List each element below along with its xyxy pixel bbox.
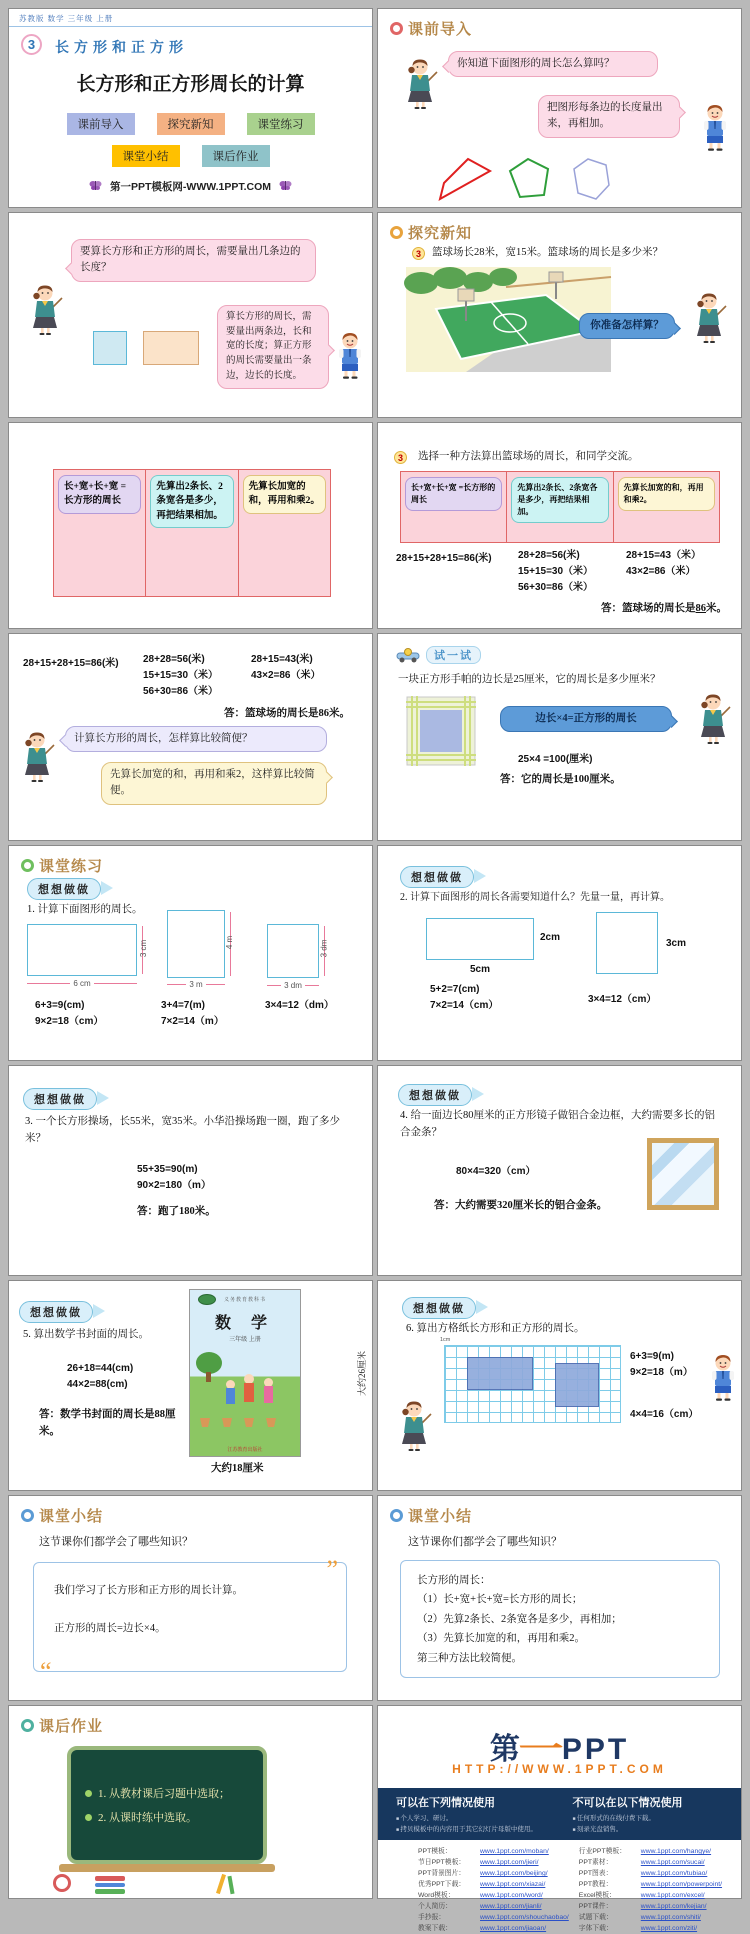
link-label: PPT图表： (578, 1870, 613, 1877)
think-do-pill (27, 878, 101, 900)
link-jianli[interactable]: www.1ppt.com/jianli/ (480, 1903, 542, 1910)
link-label: 教案下载： (418, 1925, 452, 1932)
slide-explore-court (377, 212, 742, 418)
dim-4m: 4 m (225, 935, 235, 950)
student-speech-bubble (538, 95, 680, 138)
calc-figure-1 (35, 998, 103, 1030)
slide-practice-1 (8, 845, 373, 1061)
quote-mark-open: “ (40, 1657, 52, 1686)
dim-label: 6 cm (73, 979, 91, 988)
clock-icon (390, 1509, 403, 1522)
butterfly-icon (89, 180, 102, 194)
answer-text: 答：篮球场的周长是86米。 (224, 708, 350, 719)
link-sucai[interactable]: www.1ppt.com/sucai/ (640, 1859, 705, 1866)
logo-char-yi: 一 (518, 1733, 564, 1766)
summary-line: （1）长+宽+长+宽=长方形的周长； (417, 1594, 583, 1606)
forbidden-usage-column (573, 1794, 724, 1834)
calc-line: 15+15=30（米） (518, 566, 594, 577)
slide-grid (8, 8, 742, 1932)
question-text: 5. 算出数学书封面的周长。 (23, 1329, 149, 1340)
polygon-shapes (438, 157, 638, 207)
think-do-pill (19, 1301, 93, 1323)
link-powerpoint[interactable]: www.1ppt.com/powerpoint/ (640, 1881, 723, 1888)
books-stack (95, 1876, 125, 1894)
forbidden-usage-item: ■ 刻录光盘销售。 (573, 1824, 724, 1835)
grid-square (555, 1363, 599, 1407)
nav-row-2 (9, 145, 372, 167)
calc-line: 43×2=86（米） (251, 670, 321, 681)
dim-3dm-h: 3 dm (319, 939, 329, 958)
slide-site-footer (377, 1705, 742, 1932)
rect-6x3 (27, 924, 137, 976)
calc-line: 90×2=180（m） (137, 1180, 211, 1191)
unit-number-badge: 3 (21, 34, 42, 55)
allowed-usage-item: ■ 拷贝模板中的内容用于其它幻灯片母版中使用。 (396, 1824, 547, 1835)
link-label: PPT教程： (578, 1881, 613, 1888)
grid-paper (444, 1345, 621, 1423)
link-ziti[interactable]: www.1ppt.com/ziti/ (640, 1925, 698, 1932)
student-speech-text: 把图形每条边的长度量出来，再相加。 (547, 102, 663, 130)
calc-line: 3+4=7(m) (161, 1000, 205, 1011)
book-height-label: 大约26厘米 (356, 1350, 367, 1397)
dim-label: 3 m (189, 980, 203, 989)
calc-line: 15+15=30（米） (143, 670, 219, 681)
formula-text: 边长×4=正方形的周长 (535, 713, 637, 724)
calc-method-1: 28+15+28+15=86(米) (23, 658, 119, 669)
link-label: 行业PPT模板： (578, 1848, 626, 1855)
link-beijing[interactable]: www.1ppt.com/beijing/ (480, 1870, 548, 1877)
calc-line: 28+28=56(米) (143, 654, 205, 665)
method-bubble-formula: 长+宽+长+宽 =长方形的周长 (405, 477, 502, 511)
calc-figure-2 (161, 998, 224, 1030)
student-speech-bubble (217, 305, 329, 389)
rect-5x2 (426, 918, 534, 960)
rect-3x4 (167, 910, 225, 978)
section-title: 课前导入 (408, 21, 473, 38)
kid-body (244, 1383, 254, 1402)
section-title: 课堂小结 (39, 1508, 104, 1525)
link-label: 手抄报： (418, 1914, 446, 1921)
book-press: 江苏教育出版社 (227, 1447, 263, 1453)
book-subtitle: 三年级 上册 (229, 1337, 261, 1343)
edition-label: 苏教版 数学 三年级 上册 (19, 14, 114, 23)
teacher-figure (697, 692, 731, 749)
dim-3dm-w (267, 981, 319, 990)
think-do-pill (23, 1088, 97, 1110)
summary-line-1: 我们学习了长方形和正方形的周长计算。 (54, 1585, 243, 1596)
book-logo (198, 1294, 216, 1305)
link-label: 优秀PPT下载： (418, 1881, 466, 1888)
square-3cm (596, 912, 658, 974)
link-excel[interactable]: www.1ppt.com/excel/ (640, 1892, 705, 1899)
student-figure (709, 1353, 737, 1406)
dim-5cm: 5cm (470, 964, 491, 975)
dim-6cm (27, 979, 137, 988)
method-bubble-sum-sides: 先算出2条长、2条宽各是多少，再把结果相加。 (511, 477, 608, 523)
calc-square: 4×4=16（cm） (630, 1409, 699, 1420)
book-title: 数 学 (214, 1315, 275, 1332)
section-header (21, 1715, 103, 1736)
teacher-speech-text: 你知道下面图形的周长怎么算吗？ (457, 58, 615, 69)
dim-2cm: 2cm (540, 932, 561, 943)
slide-question-sides (8, 212, 373, 418)
slide-try-it (377, 633, 742, 841)
nav-chip-explore[interactable]: 探究新知 (157, 113, 225, 135)
calc-method-3 (626, 548, 701, 580)
slide-choose-method (377, 422, 742, 629)
tree-image (196, 1352, 222, 1374)
calc-line: 28+28=56(米) (518, 550, 580, 561)
formula-bubble (500, 706, 672, 732)
teacher-figure (404, 57, 438, 114)
teacher-speech-bubble (71, 239, 316, 282)
calc-line: 43×2=86（米） (626, 566, 696, 577)
link-shiti[interactable]: www.1ppt.com/shiti/ (640, 1914, 701, 1921)
grid-unit-label: 1cm (440, 1337, 451, 1343)
calc-text (67, 1361, 133, 1393)
link-label: 个人简历： (418, 1903, 452, 1910)
question-text: 3. 一个长方形操场，长55米，宽35米。小华沿操场跑一圈，跑了多少米？ (25, 1116, 340, 1144)
pill-label: 想想做做 (38, 884, 90, 896)
question-text: 篮球场长28米，宽15米。篮球场的周长是多少米？ (432, 247, 663, 258)
section-header (390, 222, 472, 243)
butterfly-icon (279, 180, 292, 194)
answer-text (601, 601, 727, 618)
link-label: PPT课件： (578, 1903, 613, 1910)
slide-homework (8, 1705, 373, 1899)
footer-site-label: 第一PPT模板网-WWW.1PPT.COM (110, 181, 271, 193)
summary-line: （3）先算长加宽的和，再用和乘2。 (417, 1633, 585, 1645)
calc-line: 7×2=14（cm） (430, 1000, 499, 1011)
summary-line: 第三种方法比较简便。 (417, 1652, 522, 1664)
calc-rectangle (630, 1349, 693, 1381)
chalkboard (67, 1746, 267, 1864)
answer-number: 86 (695, 603, 706, 614)
answer-text: 答：数学书封面的周长是88厘米。 (39, 1409, 176, 1437)
method-bubble-sum-sides: 先算出2条长、2条宽各是多少，再把结果相加。 (150, 475, 233, 528)
pill-label: 想想做做 (411, 872, 463, 884)
site-url[interactable]: HTTP://WWW.1PPT.COM (452, 1762, 667, 1776)
link-label: PPT模板： (418, 1848, 452, 1855)
pill-label: 想想做做 (30, 1307, 82, 1319)
methods-panel (400, 471, 720, 543)
calc-method-3 (251, 652, 321, 684)
calc-line: 55+35=90(m) (137, 1164, 198, 1175)
allowed-usage-title: 可以在下列情况使用 (396, 1797, 495, 1809)
grid-rectangle (467, 1357, 533, 1390)
calc-figure-2: 3×4=12（cm） (588, 994, 657, 1005)
calc-method-2 (518, 548, 593, 596)
method-column-3 (239, 470, 330, 596)
slide-practice-4 (377, 1065, 742, 1276)
link-shouchaobao[interactable]: www.1ppt.com/shouchaobao/ (480, 1914, 569, 1921)
book-width-label: 大约18厘米 (211, 1463, 264, 1474)
book-top-text: 义务教育教科书 (224, 1297, 267, 1303)
calc-line: 28+15=43(米) (251, 654, 313, 665)
mirror-image (647, 1138, 719, 1210)
slide-practice-3 (8, 1065, 373, 1276)
section-title: 课堂小结 (408, 1508, 473, 1525)
calc-line: 28+15=43（米） (626, 550, 702, 561)
nav-row-1 (9, 113, 372, 135)
calc-method-1: 28+15+28+15=86(米) (396, 553, 492, 564)
try-it-tag (396, 646, 481, 664)
teacher-speech-text: 你准备怎样算？ (590, 320, 664, 331)
pill-label: 想想做做 (409, 1090, 461, 1102)
question-text: 这节课你们都学会了哪些知识？ (408, 1536, 562, 1548)
slide-lead-in (377, 8, 742, 208)
slide-practice-5 (8, 1280, 373, 1491)
question-text: 6. 算出方格纸长方形和正方形的周长。 (406, 1323, 585, 1334)
section-title: 课堂练习 (39, 858, 104, 875)
link-kejian[interactable]: www.1ppt.com/kejian/ (640, 1903, 707, 1910)
question-text: 4. 给一面边长80厘米的正方形镜子做铝合金边框，大约需要多长的铝合金条？ (400, 1110, 715, 1138)
link-tubiao[interactable]: www.1ppt.com/tubiao/ (640, 1870, 708, 1877)
link-hangye[interactable]: www.1ppt.com/hangye/ (640, 1848, 712, 1855)
edition-divider (9, 26, 372, 27)
links-column-right (579, 1846, 727, 1934)
method-column-1 (54, 470, 146, 596)
link-moban[interactable]: www.1ppt.com/moban/ (480, 1848, 549, 1855)
method-column-3 (614, 472, 719, 542)
think-do-pill (400, 866, 474, 888)
chick-icon (390, 226, 403, 239)
method-column-2 (507, 472, 613, 542)
summary-box (400, 1560, 720, 1678)
calc-line: 9×2=18（m） (630, 1367, 693, 1378)
student-figure (701, 103, 729, 156)
teacher-speech-text: 要算长方形和正方形的周长，需要量出几条边的长度？ (80, 246, 301, 274)
calc-text: 25×4 =100(厘米) (518, 754, 593, 765)
teacher-figure (693, 291, 727, 348)
quote-mark-close: ” (326, 1555, 338, 1584)
method-bubble-times-two: 先算长加宽的和，再用和乘2。 (618, 477, 715, 511)
rectangle-shape (143, 331, 199, 365)
slide-footer (9, 179, 372, 194)
calc-line: 6+3=9(m) (630, 1351, 674, 1362)
section-header (390, 18, 472, 39)
section-title: 课后作业 (39, 1718, 104, 1735)
square-3dm (267, 924, 319, 978)
student-speech-text: 先算长加宽的和，再用和乘2，这样算比较简便。 (110, 769, 315, 797)
method-column-1 (401, 472, 507, 542)
kid-body (264, 1386, 273, 1403)
think-do-pill (398, 1084, 472, 1106)
slide-practice-6 (377, 1280, 742, 1491)
kid-body (226, 1388, 235, 1404)
calc-line: 9×2=18（cm） (35, 1016, 104, 1027)
question-number-badge: 3 (394, 451, 407, 464)
calc-figure-3: 3×4=12（dm） (265, 1000, 334, 1011)
car-icon (396, 647, 422, 663)
usage-terms-band (378, 1788, 741, 1840)
student-figure (336, 331, 364, 384)
nav-chip-practice[interactable]: 课堂练习 (247, 113, 315, 135)
link-xiazai[interactable]: www.1ppt.com/xiazai/ (480, 1881, 546, 1888)
homework-item-2: 2. 从课时练中选取。 (85, 1809, 249, 1825)
teacher-speech-bubble (579, 313, 675, 339)
lesson-title: 长方形和正方形周长的计算 (76, 74, 305, 95)
teacher-figure (29, 283, 63, 340)
math-book-cover (189, 1289, 301, 1457)
question-text: 1. 计算下面图形的周长。 (27, 904, 143, 915)
answer-text: 答：它的周长是100厘米。 (500, 774, 621, 785)
allowed-usage-column (396, 1794, 547, 1834)
link-jieri[interactable]: www.1ppt.com/jieri/ (480, 1859, 539, 1866)
teacher-speech-bubble (448, 51, 658, 77)
student-speech-text: 算长方形的周长，需要量出两条边，长和宽的长度；算正方形的周长需要量出一条边，边长的长度。 (226, 312, 312, 381)
link-label: PPT背景图片： (418, 1870, 466, 1877)
calc-line: 56+30=86（米） (518, 582, 594, 593)
summary-line-2: 正方形的周长=边长×4。 (54, 1623, 166, 1634)
nav-chip-lead-in[interactable]: 课前导入 (67, 113, 135, 135)
handkerchief-image (406, 696, 476, 766)
turtle-icon (21, 859, 34, 872)
link-jiaoan[interactable]: www.1ppt.com/jiaoan/ (480, 1925, 547, 1932)
logo-text-ppt: PPT (561, 1733, 630, 1766)
link-label: Excel模板： (578, 1892, 616, 1899)
calc-line: 5+2=7(cm) (430, 984, 480, 995)
clock-icon (21, 1509, 34, 1522)
slide-practice-2 (377, 845, 742, 1061)
section-header (390, 1505, 472, 1526)
question-text: 这节课你们都学会了哪些知识？ (39, 1536, 193, 1548)
question-text: 一块正方形手帕的边长是25厘米，它的周长是多少厘米？ (398, 674, 661, 685)
slide-methods-large (8, 422, 373, 629)
question-text: 2. 计算下面图形的周长各需要知道什么？先量一量，再计算。 (400, 892, 670, 903)
tree-trunk (206, 1372, 211, 1382)
site-links (378, 1844, 741, 1934)
methods-panel (53, 469, 331, 597)
teacher-figure (21, 730, 55, 787)
answer-text: 答：跑了180米。 (137, 1206, 216, 1217)
link-label: 字体下载： (578, 1925, 613, 1932)
try-it-label: 试一试 (426, 646, 481, 664)
forbidden-usage-item: ■ 任何形式的在线付费下载。 (573, 1813, 724, 1824)
calc-method-2 (143, 652, 218, 700)
dim-3cm: 3cm (666, 938, 687, 949)
slide-title (8, 8, 373, 208)
nav-chip-summary[interactable]: 课堂小结 (112, 145, 180, 167)
pill-label: 想想做做 (413, 1303, 465, 1315)
answer-prefix: 答：篮球场的周长是 (601, 603, 696, 614)
dim-label: 3 dm (284, 981, 302, 990)
section-title: 探究新知 (408, 225, 473, 242)
homework-item-1: 1. 从教材课后习题中选取； (85, 1785, 249, 1801)
think-do-pill (402, 1297, 476, 1319)
calc-line: 44×2=88(cm) (67, 1379, 128, 1390)
alarm-clock-icon (53, 1874, 71, 1892)
method-bubble-times-two: 先算长加宽的和，再用和乘2。 (243, 475, 326, 514)
teacher-speech-bubble (65, 726, 327, 752)
summary-line: 长方形的周长： (417, 1575, 491, 1586)
chalk-tray (59, 1864, 275, 1872)
calc-figure-1 (430, 982, 498, 1014)
slide-summary-1 (8, 1495, 373, 1701)
calc-text (137, 1162, 211, 1194)
method-bubble-formula: 长+宽+长+宽 =长方形的周长 (58, 475, 141, 514)
teacher-figure (398, 1399, 432, 1456)
link-label: 节日PPT模板： (418, 1859, 466, 1866)
calc-line: 6+3=9(cm) (35, 1000, 85, 1011)
dim-3cm: 3 cm (139, 939, 149, 958)
link-word[interactable]: www.1ppt.com/word/ (480, 1892, 543, 1899)
pill-label: 想想做做 (34, 1094, 86, 1106)
section-header (21, 855, 103, 876)
student-speech-bubble (101, 762, 327, 805)
section-header (21, 1505, 103, 1526)
clock-icon (390, 22, 403, 35)
flower-pots (200, 1418, 290, 1427)
answer-suffix: 米。 (706, 603, 727, 614)
calc-line: 56+30=86（米） (143, 686, 219, 697)
summary-line: （2）先算2条长、2条宽各是多少，再相加； (417, 1613, 622, 1625)
pencil-icon (227, 1876, 234, 1894)
logo-char-di: 第 (489, 1733, 520, 1766)
square-shape (93, 331, 127, 365)
teacher-speech-text: 计算长方形的周长，怎样算比较简便？ (74, 733, 253, 744)
prompt-text: 选择一种方法算出篮球场的周长，和同学交流。 (418, 451, 639, 462)
forbidden-usage-title: 不可以在以下情况使用 (572, 1797, 683, 1809)
unit-title: 长方形和正方形 (55, 41, 188, 56)
pencil-icon (216, 1874, 226, 1894)
link-label: Word模板： (418, 1892, 455, 1899)
link-label: 试题下载： (578, 1914, 613, 1921)
links-column-left (418, 1846, 569, 1934)
calc-line: 26+18=44(cm) (67, 1363, 134, 1374)
summary-box (33, 1555, 347, 1686)
slide-summary-2 (377, 1495, 742, 1701)
nav-chip-homework[interactable]: 课后作业 (202, 145, 270, 167)
calc-text: 80×4=320（cm） (456, 1166, 536, 1177)
calc-line: 7×2=14（m） (161, 1016, 224, 1027)
slide-simpler-way (8, 633, 373, 841)
link-label: PPT素材： (578, 1859, 613, 1866)
question-number-badge: 3 (412, 247, 425, 260)
dim-3m (167, 980, 225, 989)
method-column-2 (146, 470, 238, 596)
answer-text: 答：大约需要320厘米长的铝合金条。 (434, 1200, 608, 1211)
allowed-usage-item: ■ 个人学习、研讨。 (396, 1813, 547, 1824)
clock-icon (21, 1719, 34, 1732)
